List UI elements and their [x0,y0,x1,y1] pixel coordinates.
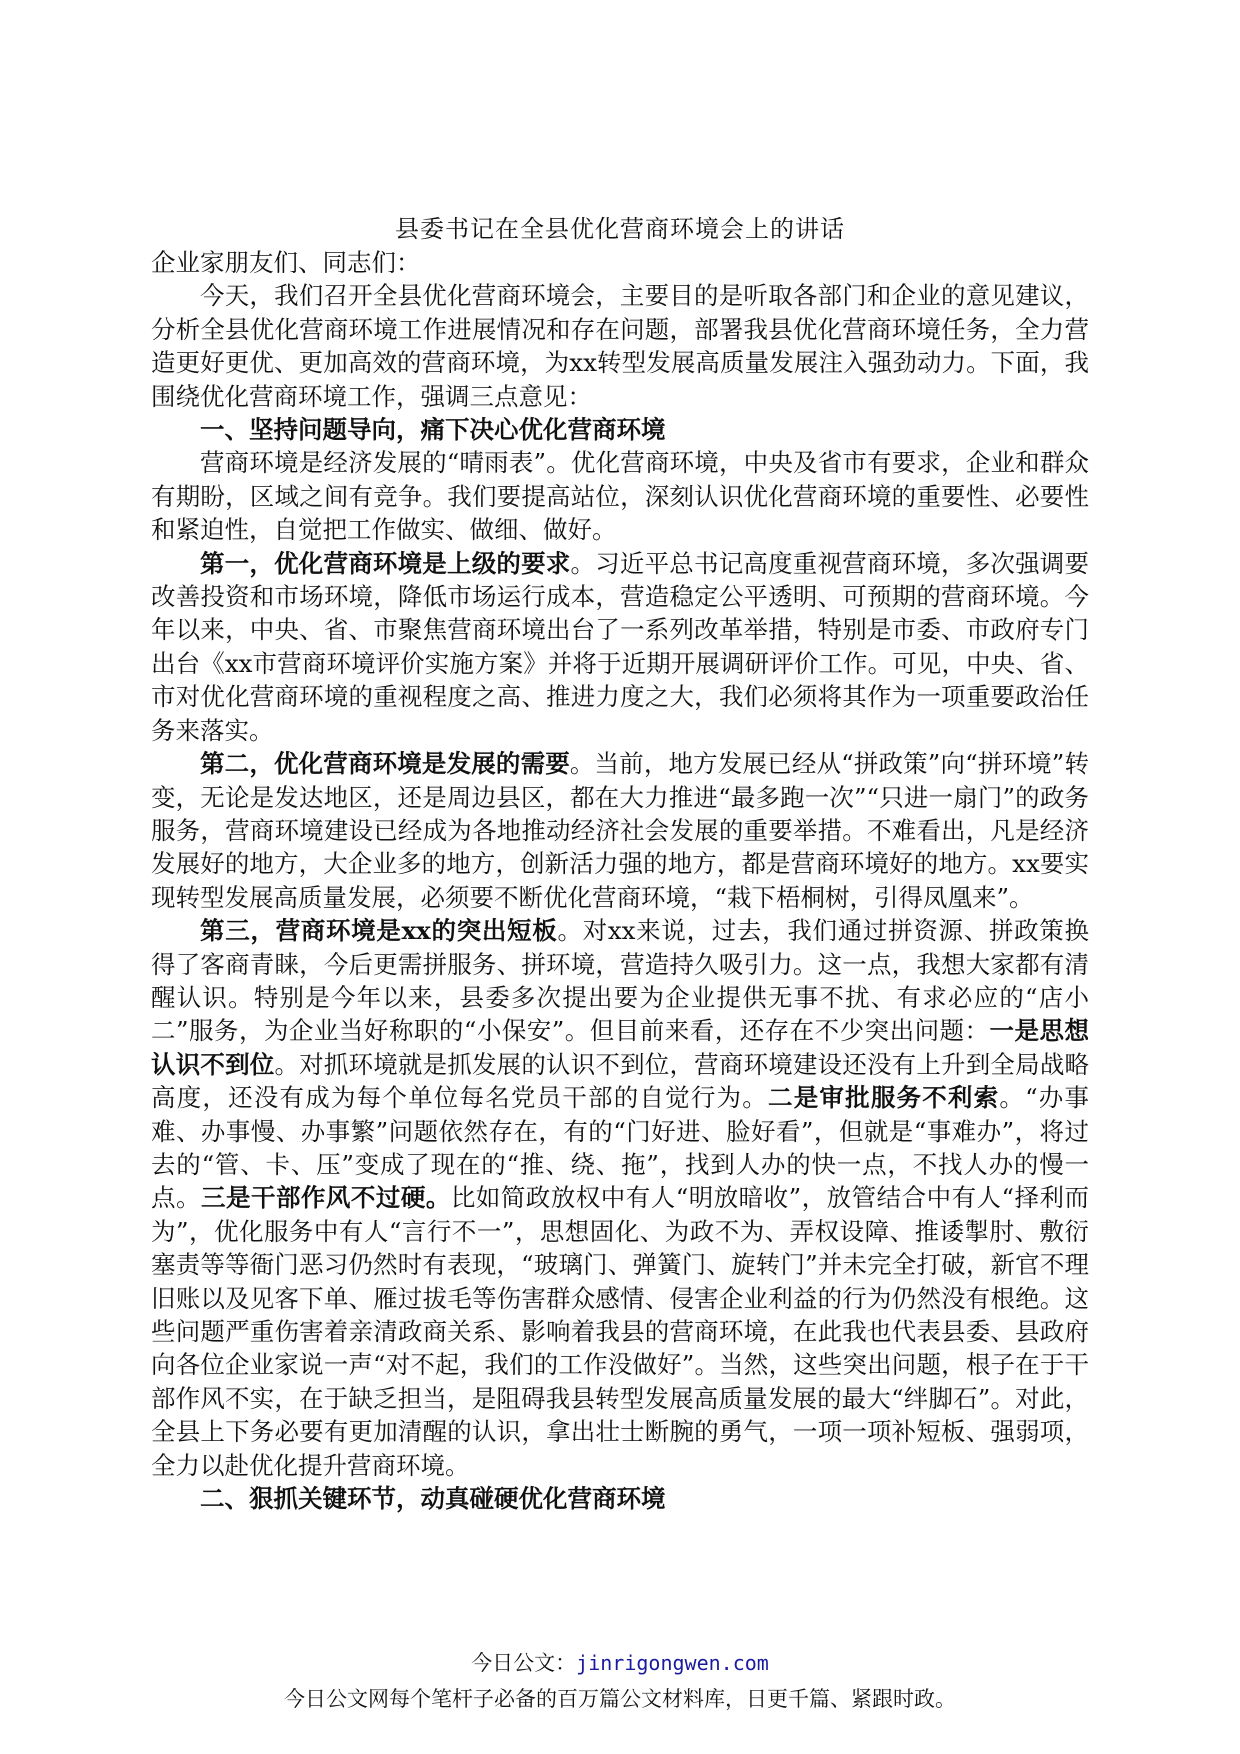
point3-text: 。对xx来说，过去，我们通过拼资源、拼政策换得了客商青睐，今后更需拼服务、拼环境，营造持久吸引力。这一点，我想大家都有清醒认识。特别是今年以来，县委多次提出要为企业提供无事不扰、有求必应的“店小二”服务，为企业当好称职的“小保安”。但目前来看，还存在不少突出问题： [151,916,1089,1046]
footer-site-label: 今日公文： [471,1651,577,1675]
footer-site-link[interactable]: jinrigongwen.com [576,1651,769,1675]
point1-lead: 第一，优化营商环境是上级的要求 [200,548,571,578]
issue3-lead: 三是干部作风不过硬。 [200,1183,451,1213]
point1-paragraph [151,547,1089,747]
salutation: 企业家朋友们、同志们： [151,248,421,277]
footer-slogan: 今日公文网每个笔杆子必备的百万篇公文材料库，日更千篇、紧跟时政。 [284,1687,956,1711]
issue2-lead: 二是审批服务不利索 [767,1083,1000,1113]
point1-text: 。习近平总书记高度重视营商环境，多次强调要改善投资和市场环境，降低市场运行成本，营造稳定公平透明、可预期的营商环境。今年以来，中央、省、市聚焦营商环境出台了一系列改革举措，特别是市委、市政府专门出台《xx市营商环境评价实施方案》并将于近期开展调研评价工作。可见，中央、省、市对优化营商环境的重视程度之高、推进力度之大，我们必须将其作为一项重要政治任务来落实。 [151,548,1089,745]
issue2-text: 。“办事难、办事慢、办事繁”问题依然存在，有的“门好进、脸好看”，但就是“事难办”，将过去的“管、卡、压”变成了现在的“推、绕、拖”，找到人办的快一点，不找人办的慢一点。 [151,1083,1090,1213]
point2-text: 。当前，地方发展已经从“拼政策”向“拼环境”转变，无论是发达地区，还是周边县区，都在大力推进“最多跑一次”“只进一扇门”的政务服务，营商环境建设已经成为各地推动经济社会发展的重要举措。不难看出，凡是经济发展好的地方，大企业多的地方，创新活力强的地方，都是营商环境好的地方。xx要实现转型发展高质量发展，必须要不断优化营商环境，“栽下梧桐树，引得凤凰来”。 [151,749,1089,912]
document-title: 县委书记在全县优化营商环境会上的讲话 [395,215,845,243]
point2-paragraph [151,747,1089,914]
point3-paragraph [151,914,1089,1482]
section1-paragraph: 营商环境是经济发展的“晴雨表”。优化营商环境，中央及省市有要求，企业和群众有期盼，区域之间有竞争。我们要提高站位，深刻认识优化营商环境的重要性、必要性和紧迫性，自觉把工作做实、做细、做好。 [151,448,1089,545]
issue1-lead: 一是思想认识不到位 [151,1016,1090,1079]
section-heading-1: 一、坚持问题导向，痛下决心优化营商环境 [200,415,666,445]
footer-site-line [0,1647,1240,1677]
point2-lead: 第二，优化营商环境是发展的需要 [200,749,570,779]
issue1-text: 。对抓环境就是抓发展的认识不到位，营商环境建设还没有上升到全局战略高度，还没有成为每个单位每名党员干部的自觉行为。 [151,1049,1090,1113]
point3-lead: 第三，营商环境是xx的突出短板 [200,916,558,946]
issue3-text: 比如简政放权中有人“明放暗收”，放管结合中有人“择利而为”，优化服务中有人“言行不一”，思想固化、为政不为、弄权设障、推诿掣肘、敷衍塞责等等衙门恶习仍然时有表现，“玻璃门、弹簧门、旋转门”并未完全打破，新官不理旧账以及见客下单、雁过拔毛等伤害群众感情、侵害企业利益的行为仍然没有根绝。这些问题严重伤害着亲清政商关系、影响着我县的营商环境，在此我也代表县委、县政府向各位企业家说一声“对不起，我们的工作没做好”。当然，这些突出问题，根子在于干部作风不实，在于缺乏担当，是阻碍我县转型发展高质量发展的最大“绊脚石”。对此，全县上下务必要有更加清醒的认识，拿出壮士断腕的勇气，一项一项补短板、强弱项，全力以赴优化提升营商环境。 [151,1183,1090,1480]
footer-watermark [0,1647,1240,1713]
document-body [151,246,1089,1515]
section-heading-2: 二、狠抓关键环节，动真碰硬优化营商环境 [200,1484,666,1514]
intro-paragraph: 今天，我们召开全县优化营商环境会，主要目的是听取各部门和企业的意见建议，分析全县优化营商环境工作进展情况和存在问题，部署我县优化营商环境任务，全力营造更好更优、更加高效的营商环境，为xx转型发展高质量发展注入强劲动力。下面，我围绕优化营商环境工作，强调三点意见： [151,281,1089,411]
